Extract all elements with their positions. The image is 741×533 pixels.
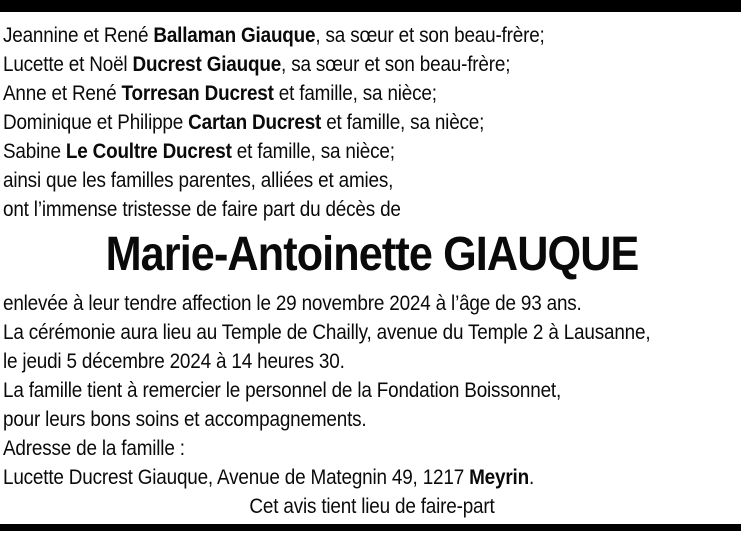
details-line-2: La cérémonie aura lieu au Temple de Chailly, avenue du Temple 2 à Lausanne, (3, 321, 651, 344)
family-line-1-name: Ballaman Giauque (153, 24, 316, 47)
family-line-5-post: et famille, sa nièce; (231, 140, 395, 163)
details-line-6: Adresse de la famille : (3, 437, 185, 460)
family-line-4-pre: Dominique et Philippe (3, 111, 189, 134)
details-line-4: La famille tient à remercier le personnel de la Fondation Boissonnet, (3, 379, 562, 402)
family-line-5-pre: Sabine (3, 140, 66, 163)
family-line-3-post: et famille, sa nièce; (273, 82, 437, 105)
family-line-4-post: et famille, sa nièce; (321, 111, 485, 134)
family-line-5 (3, 137, 741, 166)
details-line-5: pour leurs bons soins et accompagnements. (3, 408, 367, 431)
family-line-4-name: Cartan Ducrest (188, 111, 322, 134)
family-address-post: . (528, 466, 535, 489)
footer-note: Cet avis tient lieu de faire-part (249, 495, 495, 518)
family-line-3-name: Torresan Ducrest (121, 82, 274, 105)
deceased-name: Marie-Antoinette GIAUQUE (105, 228, 639, 281)
notice-content (3, 21, 741, 521)
family-line-2-pre: Lucette et Noël (3, 53, 133, 76)
family-line-5-name: Le Coultre Ducrest (65, 140, 232, 163)
family-line-3 (3, 79, 741, 108)
top-border-rule (0, 0, 741, 12)
family-address-line (3, 463, 741, 492)
family-line-1-pre: Jeannine et René (3, 24, 154, 47)
family-address-city: Meyrin (469, 466, 529, 489)
intro-line-1: ainsi que les familles parentes, alliées et amies, (3, 169, 394, 192)
details-line-3: le jeudi 5 décembre 2024 à 14 heures 30. (3, 350, 345, 373)
family-line-1-post: , sa sœur et son beau-frère; (315, 24, 545, 47)
family-line-2-post: , sa sœur et son beau-frère; (281, 53, 511, 76)
bottom-border-rule (0, 524, 741, 531)
family-line-3-pre: Anne et René (3, 82, 122, 105)
family-line-2-name: Ducrest Giauque (132, 53, 282, 76)
family-line-1 (3, 21, 741, 50)
intro-line-2: ont l’immense tristesse de faire part du décès de (3, 198, 401, 221)
family-line-4 (3, 108, 741, 137)
details-line-1: enlevée à leur tendre affection le 29 novembre 2024 à l’âge de 93 ans. (3, 292, 582, 315)
family-line-2 (3, 50, 741, 79)
family-address-pre: Lucette Ducrest Giauque, Avenue de Mategnin 49, 1217 (3, 466, 470, 489)
